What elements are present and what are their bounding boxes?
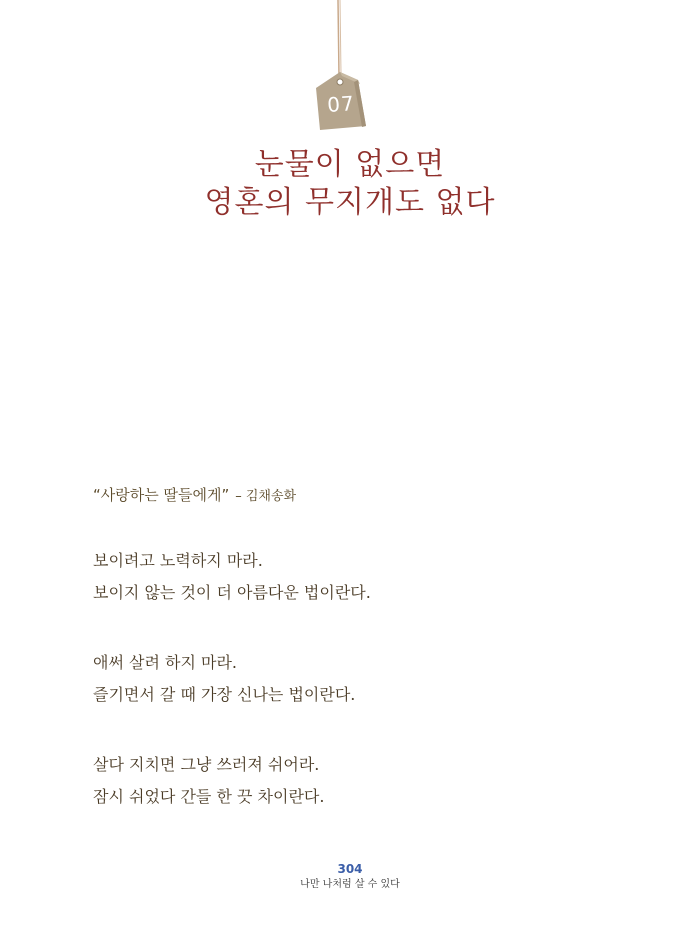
page-number: 304 (337, 862, 363, 876)
page-footer (0, 861, 700, 893)
poem-stanza (93, 749, 653, 813)
poem-line: 보이지 않는 것이 더 아름다운 법이란다. (93, 583, 371, 602)
source-author: – 김채송화 (235, 489, 297, 504)
poem-line: 살다 지치면 그냥 쓰러져 쉬어라. (93, 755, 320, 774)
poem-stanza (93, 647, 653, 711)
poem-source (93, 484, 296, 505)
poem-line: 잠시 쉬었다 간들 한 끗 차이란다. (93, 787, 325, 806)
poem-line: 애써 살려 하지 마라. (93, 653, 237, 672)
poem-stanza (93, 545, 653, 609)
poem-line: 보이려고 노력하지 마라. (93, 551, 263, 570)
poem-body (93, 545, 653, 851)
hanging-tag-icon (300, 0, 390, 140)
chapter-tag (300, 0, 390, 140)
book-title: 나만 나처럼 살 수 있다 (300, 879, 400, 890)
chapter-number: 07 (326, 91, 356, 117)
chapter-title-line-2: 영혼의 무지개도 없다 (204, 185, 496, 220)
chapter-title (0, 146, 700, 222)
chapter-title-line-1: 눈물이 없으면 (254, 147, 446, 182)
source-quote: “사랑하는 딸들에게” (93, 486, 230, 504)
poem-line: 즐기면서 갈 때 가장 신나는 법이란다. (93, 685, 356, 704)
